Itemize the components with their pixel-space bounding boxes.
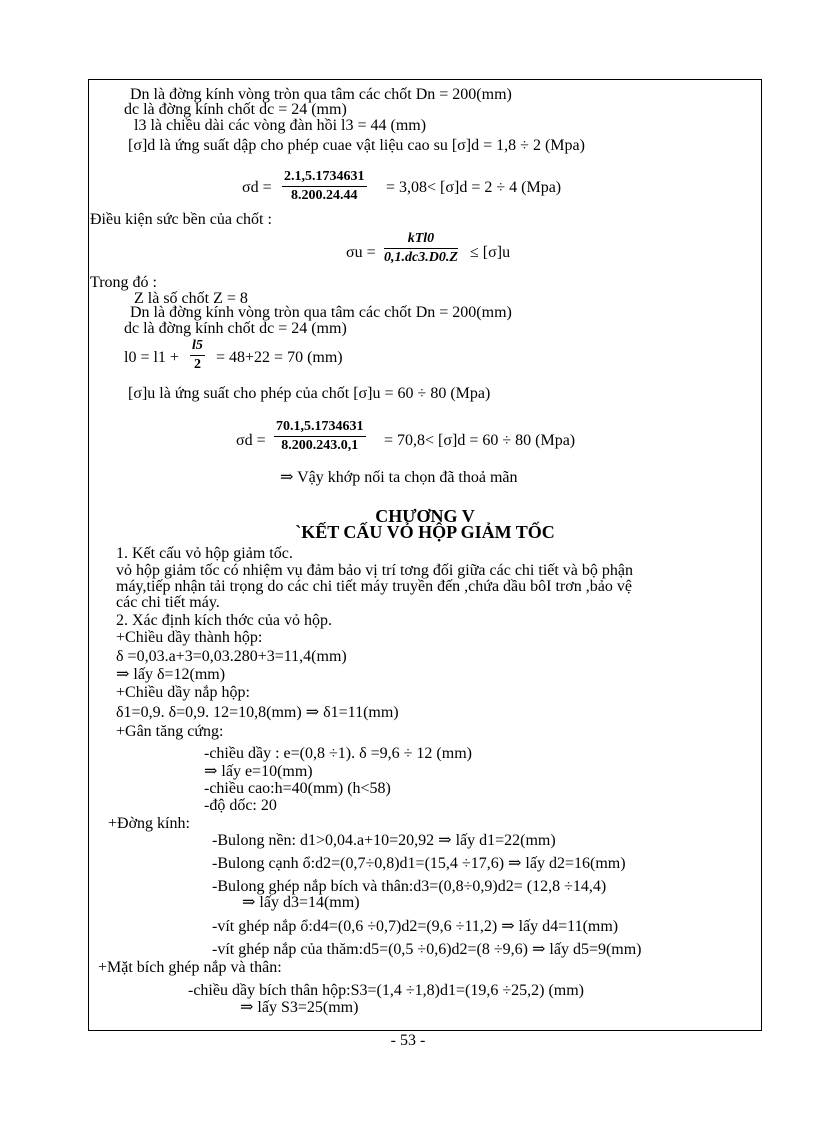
formula-fraction xyxy=(282,169,367,204)
fraction-numerator: 70.1,5.1734631 xyxy=(274,419,366,437)
section-heading: 2. Xác định kích thớc của vỏ hộp. xyxy=(116,612,332,629)
text-line: +Đờng kính: xyxy=(108,815,190,832)
text-line: δ =0,03.a+3=0,03.280+3=11,4(mm) xyxy=(116,648,347,665)
formula-fraction xyxy=(190,338,205,373)
chapter-subtitle: `KẾT CẤU VỎ HỘP GIẢM TỐC xyxy=(295,522,555,542)
fraction-numerator: 2.1,5.1734631 xyxy=(282,169,367,187)
text-line: -chiều dầy : e=(0,8 ÷1). δ =9,6 ÷ 12 (mm) xyxy=(204,745,472,762)
text-line: δ1=0,9. δ=0,9. 12=10,8(mm) ⇒ δ1=11(mm) xyxy=(116,704,399,721)
text-line: Điều kiện sức bền của chốt : xyxy=(90,211,272,228)
text-line: các chi tiết máy. xyxy=(116,594,220,611)
formula-lhs: σd = xyxy=(242,179,272,196)
formula-rhs: = 3,08< [σ]d = 2 ÷ 4 (Mpa) xyxy=(386,179,562,196)
text-line: +Chiều dầy thành hộp: xyxy=(116,629,263,646)
formula-rhs: = 48+22 = 70 (mm) xyxy=(216,349,343,366)
text-line: ⇒ lấy δ=12(mm) xyxy=(116,666,226,683)
section-heading: 1. Kết cấu vỏ hộp giảm tốc. xyxy=(116,545,293,562)
text-line: Dn là đờng kính vòng tròn qua tâm các chốt Dn = 200(mm) xyxy=(130,86,512,103)
fraction-denominator: 8.200.243.0,1 xyxy=(281,438,359,453)
text-line: [σ]d là ứng suất dập cho phép cuae vật liệu cao su [σ]d = 1,8 ÷ 2 (Mpa) xyxy=(128,137,585,154)
formula-fraction xyxy=(384,231,458,266)
text-line: -Bulong cạnh ổ:d2=(0,7÷0,8)d1=(15,4 ÷17,6) ⇒ lấy d2=16(mm) xyxy=(212,855,626,872)
text-line: ⇒ lấy e=10(mm) xyxy=(204,763,313,780)
fraction-denominator: 2 xyxy=(193,357,201,372)
text-line: [σ]u là ứng suất cho phép của chốt [σ]u = 60 ÷ 80 (Mpa) xyxy=(128,385,491,402)
text-line: ⇒ lấy d3=14(mm) xyxy=(242,894,360,911)
fraction-numerator: l5 xyxy=(190,338,205,356)
conclusion-line: ⇒ Vậy khớp nối ta chọn đã thoả mãn xyxy=(280,469,518,486)
text-line: +Mặt bích ghép nắp và thân: xyxy=(98,959,282,976)
fraction-denominator: 8.200.24.44 xyxy=(291,188,358,203)
formula-lhs: σu = xyxy=(346,244,376,261)
text-line: -độ dốc: 20 xyxy=(204,797,277,814)
text-line: -chiều cao:h=40(mm) (h<58) xyxy=(204,780,391,797)
text-line: -vít ghép nắp ổ:d4=(0,6 ÷0,7)d2=(9,6 ÷11,2) ⇒ lấy d4=11(mm) xyxy=(212,918,619,935)
page-number: - 53 - xyxy=(390,1032,426,1049)
text-line: Z là số chốt Z = 8 xyxy=(134,290,248,307)
chapter-title: CHƯƠNG V xyxy=(375,506,475,526)
fraction-numerator: kTl0 xyxy=(384,231,458,249)
formula-lhs: l0 = l1 + xyxy=(124,349,179,366)
text-line: ⇒ lấy S3=25(mm) xyxy=(240,999,359,1016)
formula-rhs: ≤ [σ]u xyxy=(470,244,511,261)
text-line: -Bulong nền: d1>0,04.a+10=20,92 ⇒ lấy d1=22(mm) xyxy=(212,832,556,849)
text-line: -vít ghép nắp của thăm:d5=(0,5 ÷0,6)d2=(8 ÷9,6) ⇒ lấy d5=9(mm) xyxy=(212,941,642,958)
formula-fraction xyxy=(274,419,366,454)
fraction-denominator: 0,1.dc3.D0.Z xyxy=(384,250,458,265)
formula-lhs: σd = xyxy=(236,432,266,449)
text-line: -Bulong ghép nắp bích và thân:d3=(0,8÷0,9)d2= (12,8 ÷14,4) xyxy=(212,878,607,895)
text-line: Dn là đờng kính vòng tròn qua tâm các chốt Dn = 200(mm) xyxy=(130,304,512,321)
formula-rhs: = 70,8< [σ]d = 60 ÷ 80 (Mpa) xyxy=(384,432,576,449)
text-line: dc là đờng kính chốt dc = 24 (mm) xyxy=(124,101,347,118)
text-line: +Chiều dầy nắp hộp: xyxy=(116,684,250,701)
text-line: máy,tiếp nhận tải trọng do các chi tiết máy truyền đến ,chứa dầu bôI trơn ,bảo vệ xyxy=(116,578,632,595)
text-line: vỏ hộp giảm tốc có nhiệm vụ đảm bảo vị trí tơng đối giữa các chi tiết và bộ phận xyxy=(116,562,634,579)
text-line: -chiều dầy bích thân hộp:S3=(1,4 ÷1,8)d1=(19,6 ÷25,2) (mm) xyxy=(188,982,584,999)
text-line: dc là đờng kính chốt dc = 24 (mm) xyxy=(124,320,347,337)
text-line: +Gân tăng cứng: xyxy=(116,723,224,740)
text-line: l3 là chiều dài các vòng đàn hồi l3 = 44 (mm) xyxy=(134,117,427,134)
text-line: Trong đó : xyxy=(90,274,157,291)
